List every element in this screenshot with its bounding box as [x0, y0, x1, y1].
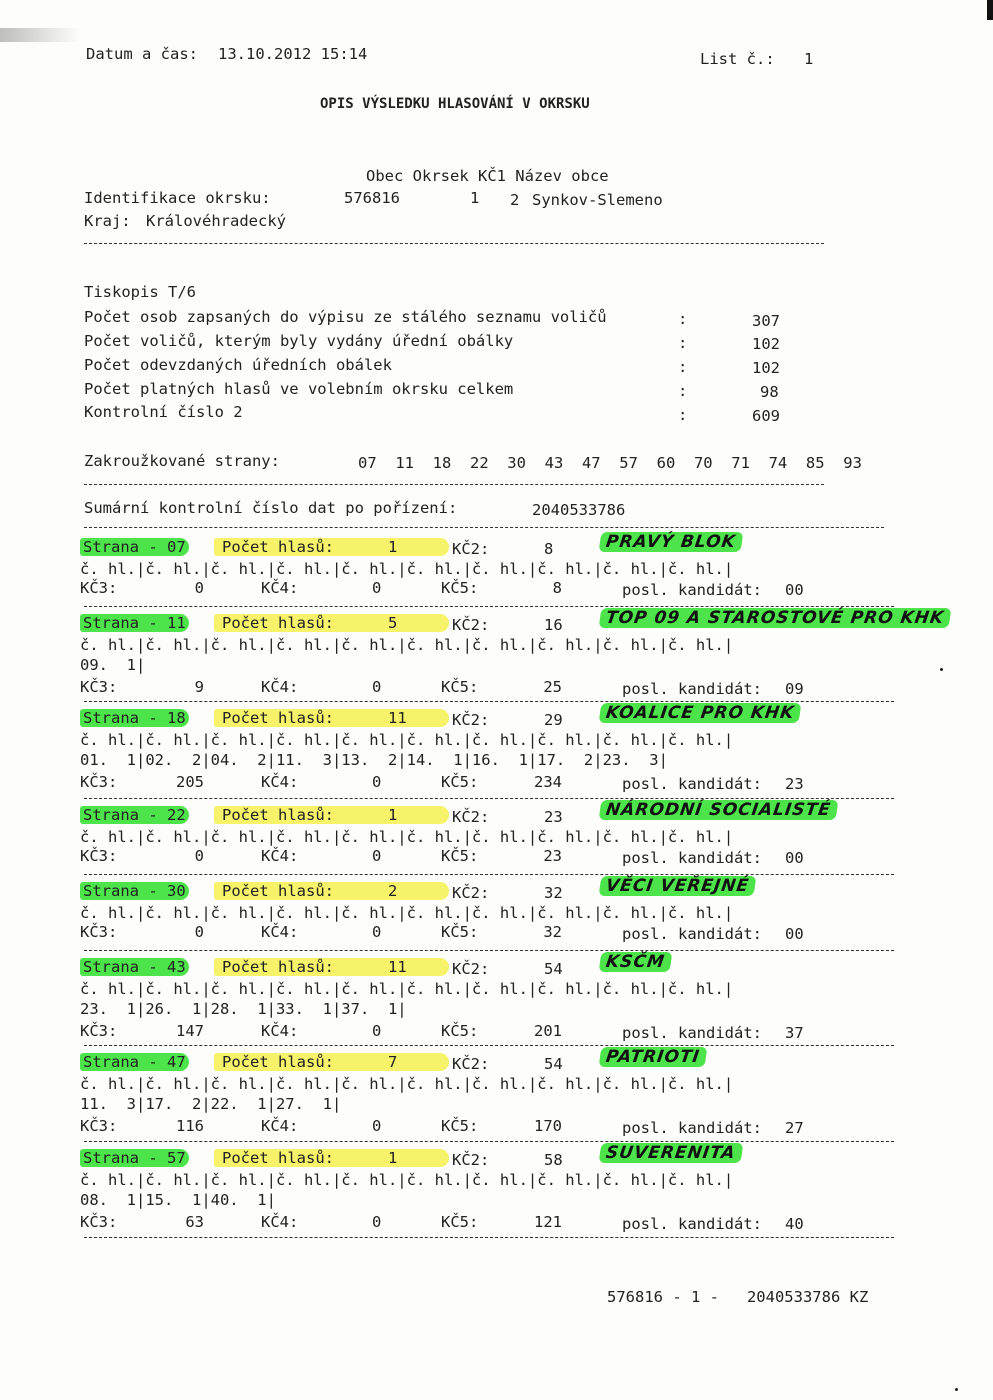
datetime-label: Datum a čas:	[86, 45, 198, 63]
summary-value-envelopes-returned: 102	[752, 359, 780, 377]
kc3-value: 0	[194, 923, 204, 941]
preference-header: č. hl.|č. hl.|č. hl.|č. hl.|č. hl.|č. hl.|č. hl.|č. hl.|č. hl.|č. hl.|	[80, 560, 734, 578]
votes-label: Počet hlasů:	[222, 709, 334, 727]
kc2-value: 54	[544, 960, 563, 978]
kc4-label: KČ4:	[261, 1117, 299, 1135]
kc2-label: KČ2:	[452, 540, 490, 558]
divider	[84, 1237, 894, 1238]
handwritten-party-name: SUVERENITA	[599, 1143, 743, 1163]
kc3-value: 205	[176, 773, 204, 791]
form-name: Tiskopis T/6	[84, 283, 196, 301]
summary-value-registered: 307	[752, 312, 780, 330]
party-number-highlight	[80, 538, 189, 556]
kc2-label: KČ2:	[452, 1055, 490, 1073]
handwritten-party-name: PRAVÝ BLOK	[599, 532, 744, 552]
summary-label-checksum2: Kontrolní číslo 2	[84, 403, 243, 421]
handwritten-party-name: KSČM	[599, 952, 673, 972]
divider	[84, 1141, 894, 1142]
kc5-label: KČ5:	[441, 847, 479, 865]
kc3-value: 116	[176, 1117, 204, 1135]
party-separator: -	[139, 958, 167, 976]
votes-box	[214, 882, 449, 900]
divider	[84, 1045, 894, 1046]
party-number-highlight	[80, 806, 189, 824]
id-column-headers: Obec Okrsek KČ1 Název obce	[366, 167, 609, 185]
party-header-row	[80, 538, 189, 556]
votes-highlight	[214, 538, 449, 556]
summary-label-envelopes-issued: Počet voličů, kterým byly vydány úřední obálky	[84, 332, 514, 350]
kc5-label: KČ5:	[441, 923, 479, 941]
divider	[84, 798, 894, 799]
kc4-label: KČ4:	[261, 1022, 299, 1040]
party-header-row	[80, 614, 189, 632]
summary-colon: :	[678, 334, 688, 352]
party-separator: -	[139, 1149, 167, 1167]
party-label: Strana	[83, 538, 139, 556]
scan-speck	[940, 668, 943, 671]
kc2-value: 8	[544, 540, 554, 558]
summary-label-valid-votes: Počet platných hlasů ve volebním okrsku celkem	[84, 380, 514, 398]
party-label: Strana	[83, 1053, 139, 1071]
kc2-label: KČ2:	[452, 711, 490, 729]
scan-artifact	[0, 28, 80, 42]
obec-code: 576816	[344, 189, 400, 207]
divider	[84, 484, 824, 485]
kc4-value: 0	[372, 923, 382, 941]
party-number: 22	[167, 806, 186, 824]
last-candidate-label: posl. kandidát:	[622, 775, 762, 793]
kc5-value: 170	[534, 1117, 562, 1135]
votes-box	[214, 806, 449, 824]
kc2-value: 58	[544, 1151, 563, 1169]
party-number-highlight	[80, 709, 189, 727]
votes-box	[214, 709, 449, 727]
party-label: Strana	[83, 806, 139, 824]
votes-count: 1	[388, 1149, 398, 1167]
party-header-row	[80, 1053, 189, 1071]
preference-header: č. hl.|č. hl.|č. hl.|č. hl.|č. hl.|č. hl.|č. hl.|č. hl.|č. hl.|č. hl.|	[80, 980, 734, 998]
kc2-label: KČ2:	[452, 808, 490, 826]
preference-votes: 09. 1|	[80, 656, 146, 674]
kc4-value: 0	[372, 579, 382, 597]
scan-speck	[955, 1388, 958, 1391]
sheet-label: List č.:	[700, 50, 775, 68]
summary-colon: :	[678, 406, 688, 424]
votes-highlight	[214, 958, 449, 976]
kraj-name: Královéhradecký	[146, 212, 286, 230]
votes-highlight	[214, 806, 449, 824]
preference-votes: 08. 1|15. 1|40. 1|	[80, 1191, 276, 1209]
kc4-value: 0	[372, 1022, 382, 1040]
last-candidate-value: 37	[785, 1024, 804, 1042]
kc5-value: 121	[534, 1213, 562, 1231]
kc4-value: 0	[372, 1213, 382, 1231]
votes-highlight	[214, 882, 449, 900]
votes-count: 11	[388, 958, 407, 976]
kc2-label: KČ2:	[452, 884, 490, 902]
summary-value-checksum2: 609	[752, 407, 780, 425]
kc4-label: KČ4:	[261, 678, 299, 696]
summary-value-valid-votes: 98	[760, 383, 779, 401]
votes-label: Počet hlasů:	[222, 1149, 334, 1167]
divider	[84, 606, 894, 607]
kc3-label: KČ3:	[80, 1213, 118, 1231]
footer-code: 576816 - 1 - 2040533786 KZ	[607, 1288, 869, 1306]
obec-name: Synkov-Slemeno	[532, 191, 663, 209]
kc3-label: KČ3:	[80, 773, 118, 791]
party-number: 43	[167, 958, 186, 976]
votes-highlight	[214, 614, 449, 632]
party-number: 47	[167, 1053, 186, 1071]
checksum-label: Sumární kontrolní číslo dat po pořízení:	[84, 499, 458, 517]
party-header-row	[80, 882, 189, 900]
kc5-value: 23	[543, 847, 562, 865]
votes-highlight	[214, 1149, 449, 1167]
kc4-label: KČ4:	[261, 923, 299, 941]
votes-count: 1	[388, 806, 398, 824]
last-candidate-label: posl. kandidát:	[622, 1024, 762, 1042]
last-candidate-value: 00	[785, 581, 804, 599]
summary-label-envelopes-returned: Počet odevzdaných úředních obálek	[84, 356, 392, 374]
party-label: Strana	[83, 1149, 139, 1167]
kc2-label: KČ2:	[452, 616, 490, 634]
last-candidate-value: 00	[785, 849, 804, 867]
votes-count: 11	[388, 709, 407, 727]
preference-votes: 11. 3|17. 2|22. 1|27. 1|	[80, 1095, 342, 1113]
party-separator: -	[139, 538, 167, 556]
party-number: 30	[167, 882, 186, 900]
votes-count: 7	[388, 1053, 398, 1071]
votes-count: 1	[388, 538, 398, 556]
votes-label: Počet hlasů:	[222, 538, 334, 556]
votes-count: 5	[388, 614, 398, 632]
kc3-label: KČ3:	[80, 1117, 118, 1135]
kc3-label: KČ3:	[80, 923, 118, 941]
kc3-value: 0	[194, 847, 204, 865]
party-number: 57	[167, 1149, 186, 1167]
last-candidate-value: 40	[785, 1215, 804, 1233]
divider	[84, 527, 884, 528]
votes-box	[214, 538, 449, 556]
votes-highlight	[214, 1053, 449, 1071]
votes-box	[214, 1053, 449, 1071]
kc5-label: KČ5:	[441, 579, 479, 597]
party-header-row	[80, 806, 189, 824]
preference-header: č. hl.|č. hl.|č. hl.|č. hl.|č. hl.|č. hl.|č. hl.|č. hl.|č. hl.|č. hl.|	[80, 904, 734, 922]
kc5-label: KČ5:	[441, 1022, 479, 1040]
kc5-label: KČ5:	[441, 678, 479, 696]
sheet-number: 1	[804, 50, 814, 68]
kc5-value: 32	[543, 923, 562, 941]
party-number-highlight	[80, 958, 189, 976]
preference-header: č. hl.|č. hl.|č. hl.|č. hl.|č. hl.|č. hl.|č. hl.|č. hl.|č. hl.|č. hl.|	[80, 828, 734, 846]
kc4-label: KČ4:	[261, 773, 299, 791]
party-number: 18	[167, 709, 186, 727]
last-candidate-value: 23	[785, 775, 804, 793]
party-label: Strana	[83, 614, 139, 632]
preference-votes: 23. 1|26. 1|28. 1|33. 1|37. 1|	[80, 1000, 407, 1018]
party-header-row	[80, 1149, 189, 1167]
kc5-label: KČ5:	[441, 1213, 479, 1231]
kc4-value: 0	[372, 1117, 382, 1135]
kc5-value: 25	[543, 678, 562, 696]
kc5-value: 201	[534, 1022, 562, 1040]
checksum-value: 2040533786	[532, 501, 626, 519]
votes-label: Počet hlasů:	[222, 806, 334, 824]
okrsek-number: 1	[470, 189, 480, 207]
summary-value-envelopes-issued: 102	[752, 335, 780, 353]
kc3-label: KČ3:	[80, 579, 118, 597]
last-candidate-label: posl. kandidát:	[622, 1119, 762, 1137]
last-candidate-value: 27	[785, 1119, 804, 1137]
last-candidate-value: 09	[785, 680, 804, 698]
preference-header: č. hl.|č. hl.|č. hl.|č. hl.|č. hl.|č. hl.|č. hl.|č. hl.|č. hl.|č. hl.|	[80, 1171, 734, 1189]
party-header-row	[80, 709, 189, 727]
last-candidate-label: posl. kandidát:	[622, 680, 762, 698]
kc2-value: 54	[544, 1055, 563, 1073]
preference-header: č. hl.|č. hl.|č. hl.|č. hl.|č. hl.|č. hl.|č. hl.|č. hl.|č. hl.|č. hl.|	[80, 731, 734, 749]
kc4-value: 0	[372, 773, 382, 791]
votes-label: Počet hlasů:	[222, 614, 334, 632]
votes-label: Počet hlasů:	[222, 1053, 334, 1071]
datetime-value: 13.10.2012 15:14	[218, 45, 368, 63]
kc5-value: 8	[552, 579, 562, 597]
last-candidate-label: posl. kandidát:	[622, 925, 762, 943]
votes-highlight	[214, 709, 449, 727]
party-number: 07	[167, 538, 186, 556]
summary-colon: :	[678, 310, 688, 328]
kc3-value: 63	[185, 1213, 204, 1231]
party-header-row	[80, 958, 189, 976]
scan-edge-mark	[987, 0, 993, 20]
last-candidate-label: posl. kandidát:	[622, 849, 762, 867]
kc4-value: 0	[372, 678, 382, 696]
party-number-highlight	[80, 1149, 189, 1167]
votes-box	[214, 1149, 449, 1167]
last-candidate-value: 00	[785, 925, 804, 943]
party-label: Strana	[83, 958, 139, 976]
handwritten-party-name: TOP 09 A STAROSTOVÉ PRO KHK	[599, 608, 952, 628]
votes-label: Počet hlasů:	[222, 958, 334, 976]
kc3-value: 0	[194, 579, 204, 597]
kc5-value: 234	[534, 773, 562, 791]
kc1-value: 2	[510, 191, 520, 209]
parties-label: Zakroužkované strany:	[84, 452, 280, 470]
divider	[84, 950, 894, 951]
kc3-label: KČ3:	[80, 1022, 118, 1040]
kc3-value: 147	[176, 1022, 204, 1040]
kc2-label: KČ2:	[452, 1151, 490, 1169]
handwritten-party-name: PATRIOTI	[599, 1047, 708, 1067]
summary-label-registered: Počet osob zapsaných do výpisu ze stálého seznamu voličů	[84, 308, 607, 326]
party-label: Strana	[83, 709, 139, 727]
kc2-label: KČ2:	[452, 960, 490, 978]
divider	[84, 243, 824, 244]
party-separator: -	[139, 806, 167, 824]
party-separator: -	[139, 1053, 167, 1071]
kc2-value: 29	[544, 711, 563, 729]
kc4-value: 0	[372, 847, 382, 865]
kc5-label: KČ5:	[441, 1117, 479, 1135]
party-number: 11	[167, 614, 186, 632]
party-separator: -	[139, 709, 167, 727]
kc4-label: KČ4:	[261, 847, 299, 865]
votes-label: Počet hlasů:	[222, 882, 334, 900]
kc5-label: KČ5:	[441, 773, 479, 791]
summary-colon: :	[678, 382, 688, 400]
kc3-value: 9	[194, 678, 204, 696]
divider	[84, 701, 894, 702]
summary-colon: :	[678, 358, 688, 376]
preference-header: č. hl.|č. hl.|č. hl.|č. hl.|č. hl.|č. hl.|č. hl.|č. hl.|č. hl.|č. hl.|	[80, 636, 734, 654]
party-number-highlight	[80, 882, 189, 900]
page-title: OPIS VÝSLEDKU HLASOVÁNÍ V OKRSKU	[320, 96, 590, 112]
votes-count: 2	[388, 882, 398, 900]
kraj-label: Kraj:	[84, 212, 131, 230]
votes-box	[214, 614, 449, 632]
party-label: Strana	[83, 882, 139, 900]
kc2-value: 32	[544, 884, 563, 902]
party-separator: -	[139, 882, 167, 900]
preference-votes: 01. 1|02. 2|04. 2|11. 3|13. 2|14. 1|16. 1|17. 2|23. 3|	[80, 751, 668, 769]
party-number-highlight	[80, 1053, 189, 1071]
handwritten-party-name: KOALICE PRO KHK	[599, 703, 802, 723]
handwritten-party-name: VĚCI VEŘEJNÉ	[599, 876, 757, 896]
handwritten-party-name: NÁRODNÍ SOCIALISTÉ	[599, 800, 839, 820]
kc4-label: KČ4:	[261, 1213, 299, 1231]
kc3-label: KČ3:	[80, 678, 118, 696]
party-separator: -	[139, 614, 167, 632]
parties-list: 07 11 18 22 30 43 47 57 60 70 71 74 85 93	[358, 454, 862, 472]
party-number-highlight	[80, 614, 189, 632]
kc2-value: 16	[544, 616, 563, 634]
last-candidate-label: posl. kandidát:	[622, 581, 762, 599]
kc4-label: KČ4:	[261, 579, 299, 597]
votes-box	[214, 958, 449, 976]
ident-label: Identifikace okrsku:	[84, 189, 271, 207]
divider	[84, 874, 894, 875]
last-candidate-label: posl. kandidát:	[622, 1215, 762, 1233]
preference-header: č. hl.|č. hl.|č. hl.|č. hl.|č. hl.|č. hl.|č. hl.|č. hl.|č. hl.|č. hl.|	[80, 1075, 734, 1093]
kc2-value: 23	[544, 808, 563, 826]
kc3-label: KČ3:	[80, 847, 118, 865]
